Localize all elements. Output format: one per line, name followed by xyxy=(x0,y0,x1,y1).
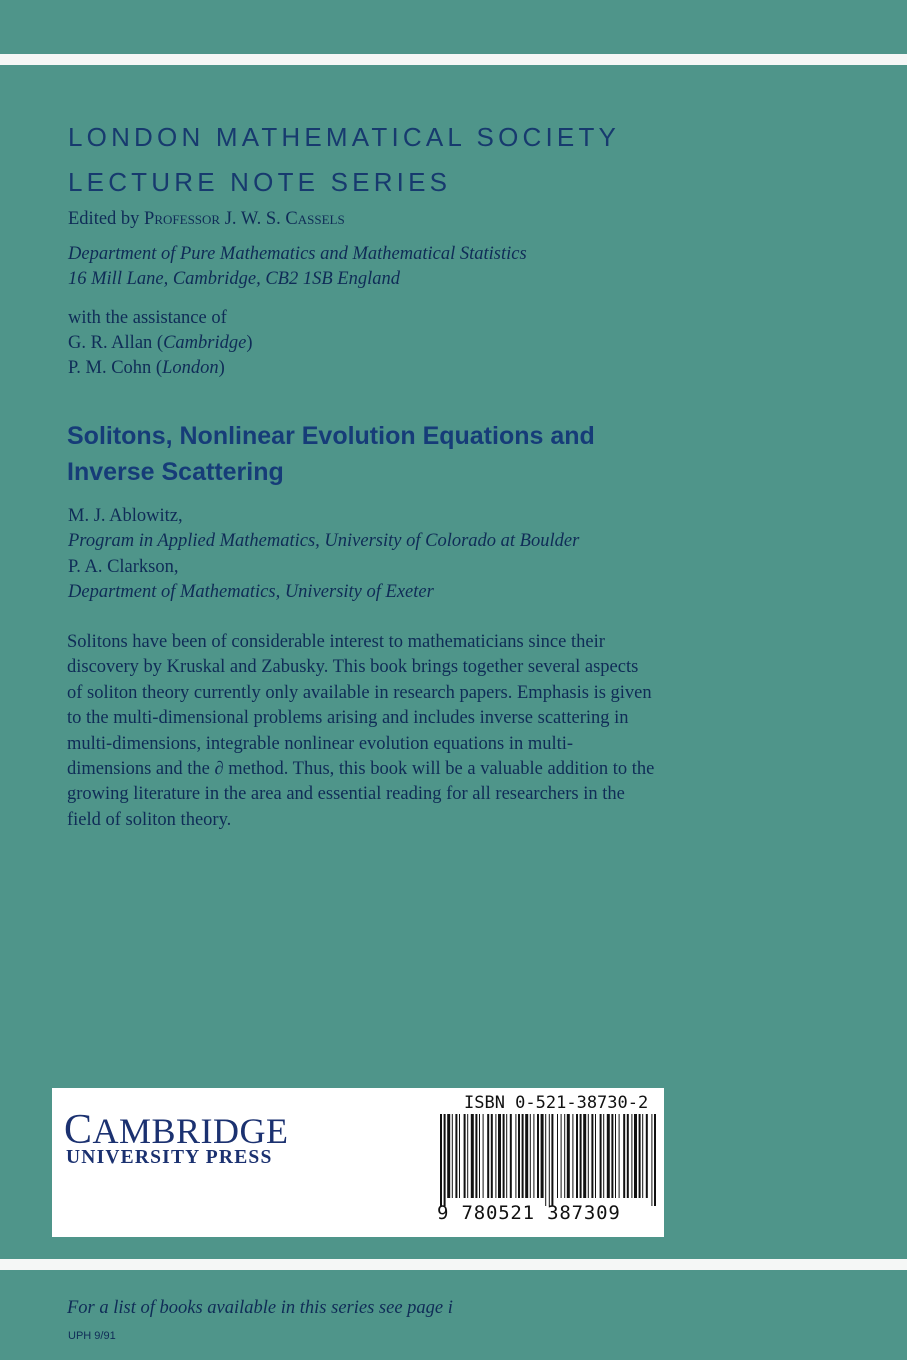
barcode-bar xyxy=(615,1114,616,1198)
barcode-bar xyxy=(518,1114,520,1198)
barcode-bar xyxy=(545,1114,546,1206)
barcode-bar xyxy=(564,1114,565,1198)
barcode-bar xyxy=(627,1114,629,1198)
author-1-name: M. J. Ablowitz, xyxy=(68,506,183,526)
barcode-bar xyxy=(631,1114,632,1198)
barcode-bar xyxy=(654,1114,656,1206)
barcode-bar xyxy=(561,1114,562,1198)
description-line: field of soliton theory. xyxy=(67,809,232,830)
barcode-bar xyxy=(623,1114,625,1198)
author-2-name: P. A. Clarkson, xyxy=(68,557,179,577)
description-line: of soliton theory currently only available in research papers. Emphasis is given xyxy=(67,682,652,703)
barcode-bar xyxy=(487,1114,489,1198)
top-stripe xyxy=(0,54,907,65)
barcode-bar xyxy=(595,1114,596,1198)
barcode-bar xyxy=(475,1114,477,1198)
barcode-bar xyxy=(639,1114,641,1198)
barcode-bar xyxy=(455,1114,457,1198)
barcode-bar xyxy=(607,1114,610,1198)
series-name-line2: LECTURE NOTE SERIES xyxy=(68,167,452,197)
barcode-bar xyxy=(551,1114,553,1206)
barcode-bar xyxy=(467,1114,468,1198)
barcode-bar xyxy=(541,1114,544,1198)
editor-address: 16 Mill Lane, Cambridge, CB2 1SB England xyxy=(68,269,400,289)
series-list-note: For a list of books available in this series see page i xyxy=(67,1298,453,1318)
barcode-bar xyxy=(464,1114,466,1198)
description-line: dimensions and the ∂ method. Thus, this book will be a valuable addition to the xyxy=(67,759,655,780)
isbn-label: ISBN 0-521-38730-2 xyxy=(464,1093,649,1113)
barcode-bar xyxy=(557,1114,558,1198)
barcode-bar xyxy=(642,1114,643,1198)
barcode-bar xyxy=(452,1114,453,1198)
barcode-bar xyxy=(522,1114,524,1198)
publisher-logo: CAMBRIDGE xyxy=(64,1107,289,1153)
assistant-1: G. R. Allan (Cambridge) xyxy=(68,333,253,353)
barcode-icon xyxy=(440,1114,658,1206)
barcode-bar xyxy=(444,1114,446,1206)
assistant-2-place: London xyxy=(162,358,219,378)
barcode-bar xyxy=(537,1114,539,1198)
barcode-bar xyxy=(583,1114,586,1198)
barcode-bar xyxy=(471,1114,474,1198)
barcode-bar xyxy=(576,1114,578,1198)
barcode-bar xyxy=(440,1114,442,1206)
barcode-bar xyxy=(495,1114,496,1198)
barcode-bar xyxy=(549,1114,550,1206)
barcode-bar xyxy=(506,1114,507,1198)
book-title xyxy=(67,418,707,490)
barcode-bar xyxy=(603,1114,604,1198)
barcode-bar xyxy=(588,1114,589,1198)
book-title-line2: Inverse Scattering xyxy=(67,458,284,486)
barcode-bar xyxy=(498,1114,501,1198)
barcode-bar xyxy=(600,1114,602,1198)
assistant-1-place: Cambridge xyxy=(163,333,247,353)
barcode-bar xyxy=(619,1114,620,1198)
editor-name: Professor J. W. S. Cassels xyxy=(144,209,345,229)
barcode-bar xyxy=(447,1114,450,1198)
barcode-bar xyxy=(510,1114,512,1198)
barcode-bar xyxy=(479,1114,480,1198)
barcode-bar xyxy=(533,1114,534,1198)
barcode-digits: 9 780521 387309 xyxy=(437,1202,621,1224)
editor-prefix: Edited by xyxy=(68,209,145,229)
barcode-bar xyxy=(611,1114,613,1198)
barcode-bar xyxy=(580,1114,582,1198)
barcode-bar xyxy=(503,1114,505,1198)
barcode-bar xyxy=(483,1114,484,1198)
barcode-bar xyxy=(591,1114,593,1198)
series-name-line1: LONDON MATHEMATICAL SOCIETY xyxy=(68,122,621,152)
barcode-bar xyxy=(572,1114,573,1198)
barcode-bar xyxy=(491,1114,493,1198)
publisher-barcode-panel xyxy=(52,1088,664,1237)
barcode-bar xyxy=(459,1114,460,1198)
description-line: to the multi-dimensional problems arising and includes inverse scattering in xyxy=(67,708,629,729)
barcode-bar xyxy=(530,1114,531,1198)
barcode-bar xyxy=(567,1114,570,1198)
author-2-affiliation: Department of Mathematics, University of Exeter xyxy=(68,582,434,602)
assistance-intro: with the assistance of xyxy=(68,308,227,328)
barcode-bar xyxy=(634,1114,637,1198)
book-title-line1: Solitons, Nonlinear Evolution Equations and xyxy=(67,422,595,450)
barcode-bar xyxy=(646,1114,648,1198)
bottom-stripe xyxy=(0,1259,907,1270)
assistant-2: P. M. Cohn (London) xyxy=(68,358,225,378)
description-line: Solitons have been of considerable interest to mathematicians since their xyxy=(67,632,605,652)
author-1-affiliation: Program in Applied Mathematics, University of Colorado at Boulder xyxy=(68,531,580,551)
barcode-bar xyxy=(515,1114,516,1198)
editor-department: Department of Pure Mathematics and Mathematical Statistics xyxy=(68,244,527,264)
publisher-logo-subtitle: UNIVERSITY PRESS xyxy=(66,1147,273,1168)
barcode-bar xyxy=(651,1114,652,1206)
description-line: discovery by Kruskal and Zabusky. This book brings together several aspects xyxy=(67,657,639,678)
editor-line xyxy=(68,209,345,230)
description-line: growing literature in the area and essential reading for all researchers in the xyxy=(67,784,625,805)
print-code: UPH 9/91 xyxy=(68,1330,116,1342)
book-description xyxy=(67,630,697,833)
description-line: multi-dimensions, integrable nonlinear evolution equations in multi- xyxy=(67,733,574,754)
barcode-bar xyxy=(525,1114,528,1198)
